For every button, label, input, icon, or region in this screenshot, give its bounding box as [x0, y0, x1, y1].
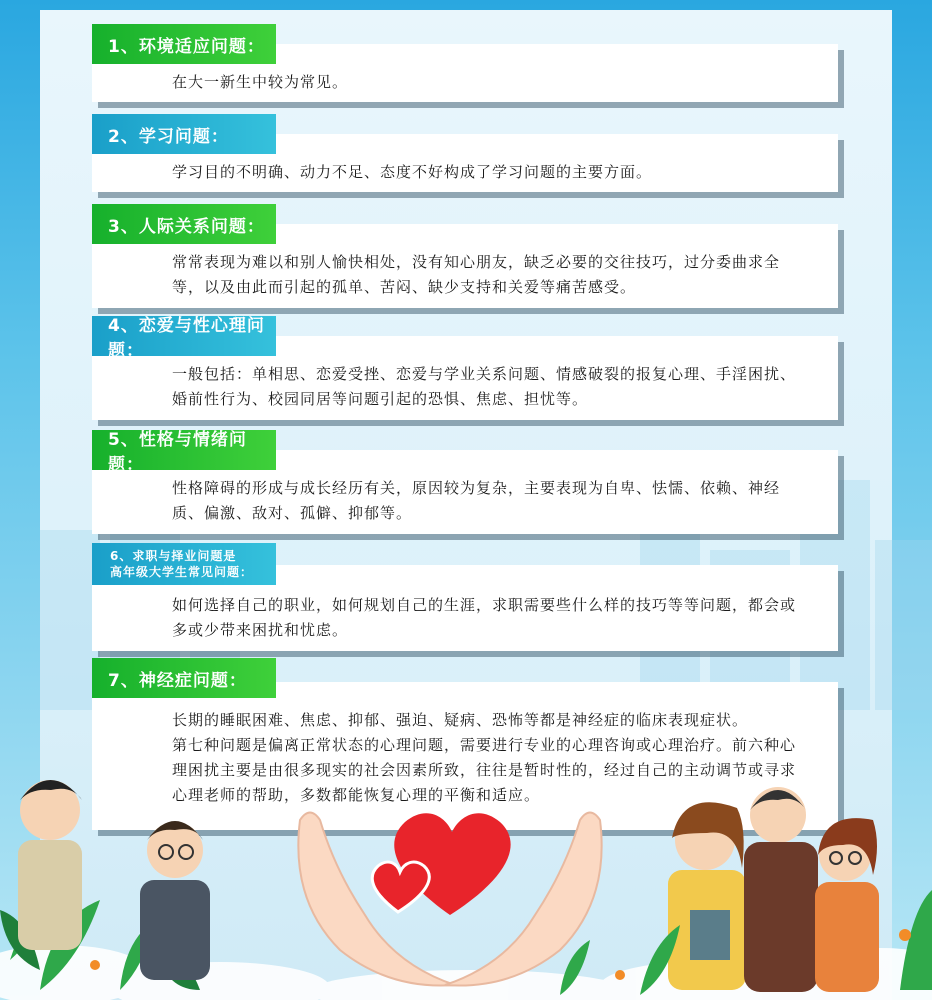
section-3-title: 3、人际关系问题： — [92, 204, 276, 244]
section-1-title: 1、环境适应问题： — [92, 24, 276, 64]
section-6 — [92, 543, 838, 651]
heart-icon — [372, 813, 510, 915]
section-4-text: 一般包括：单相思、恋爱受挫、恋爱与学业关系问题、情感破裂的报复心理、手淫困扰、婚前性行为、校园同居等问题引起的恐惧、焦虑、担忧等。 — [172, 365, 797, 408]
section-5-text: 性格障碍的形成与成长经历有关，原因较为复杂，主要表现为自卑、怯懦、依赖、神经质、偏激、敌对、孤僻、抑郁等。 — [172, 479, 781, 522]
section-5-title: 5、性格与情绪问题： — [92, 430, 276, 470]
section-2-title: 2、学习问题： — [92, 114, 276, 154]
student-left-2 — [140, 821, 210, 980]
section-7-text-1: 长期的睡眠困难、焦虑、抑郁、强迫、疑病、恐怖等都是神经症的临床表现症状。 — [172, 711, 749, 729]
section-6-text: 如何选择自己的职业，如何规划自己的生涯，求职需要些什么样的技巧等等问题，都会或多或少带来困扰和忧虑。 — [172, 596, 797, 639]
student-right-1 — [668, 802, 746, 990]
section-3 — [92, 204, 838, 308]
section-6-title-line2: 高年级大学生常见问题： — [110, 565, 254, 579]
section-3-text: 常常表现为难以和别人愉快相处，没有知心朋友，缺乏必要的交往技巧，过分委曲求全等，以及由此而引起的孤单、苦闷、缺少支持和关爱等痛苦感受。 — [172, 253, 781, 296]
student-right-2 — [744, 787, 818, 992]
section-6-title-line1: 6、求职与择业问题是 — [110, 549, 237, 563]
section-1 — [92, 24, 838, 104]
section-6-title — [92, 543, 276, 585]
section-2 — [92, 114, 838, 194]
section-5 — [92, 430, 838, 534]
section-4 — [92, 316, 838, 420]
section-1-text: 在大一新生中较为常见。 — [172, 73, 349, 91]
student-left-1 — [18, 780, 82, 950]
section-7-text-2: 第七种问题是偏离正常状态的心理问题，需要进行专业的心理咨询或心理治疗。前六种心理困扰主要是由很多现实的社会因素所致，往往是暂时性的，经过自己的主动调节或寻求心理老师的帮助，多数都能恢复心理的平衡和适应。 — [172, 736, 797, 804]
section-2-text: 学习目的不明确、动力不足、态度不好构成了学习问题的主要方面。 — [172, 163, 653, 181]
section-7-title: 7、神经症问题： — [92, 658, 276, 698]
student-right-3 — [815, 818, 879, 992]
section-4-title: 4、恋爱与性心理问题： — [92, 316, 276, 356]
bottom-illustration — [0, 760, 932, 1000]
